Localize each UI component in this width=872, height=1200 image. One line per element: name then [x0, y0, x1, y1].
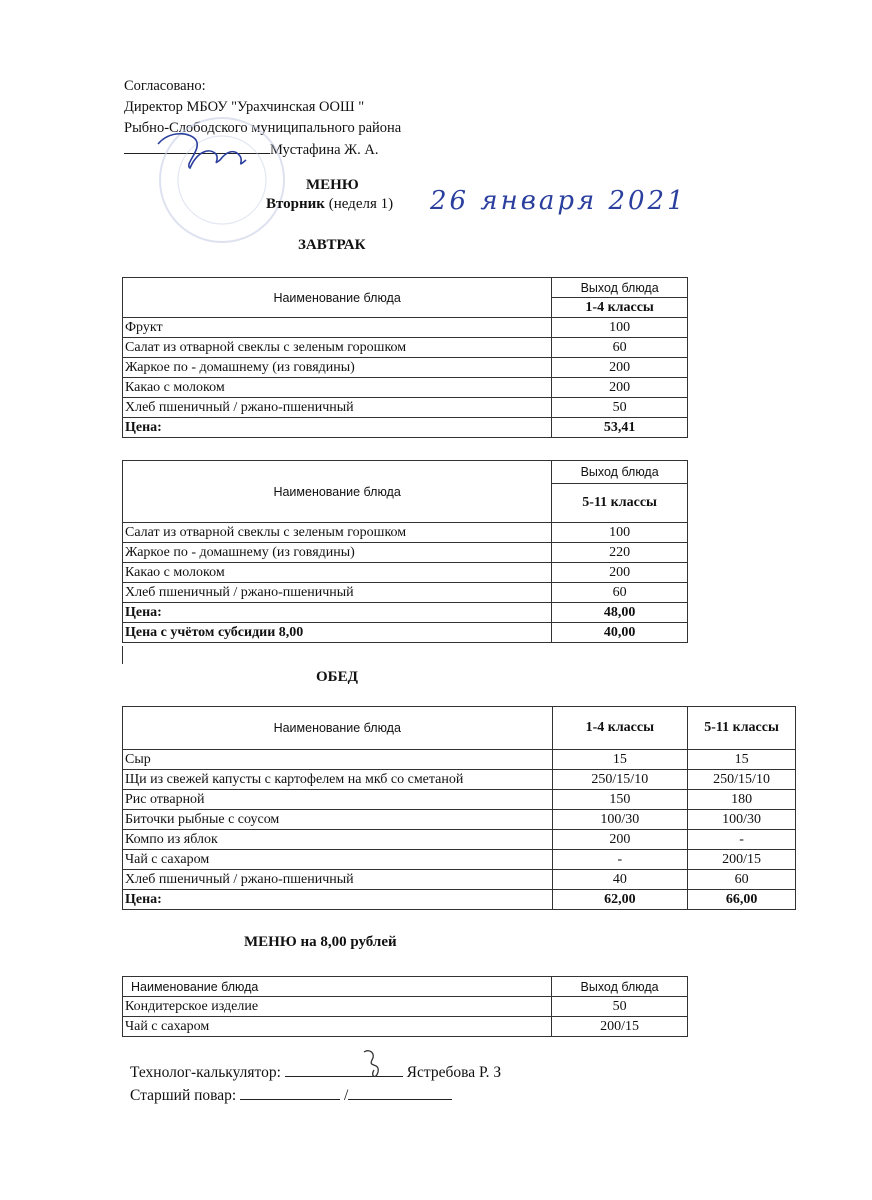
dish-name: Хлеб пшеничный / ржано-пшеничный: [123, 398, 552, 418]
dish-output: 200: [552, 358, 688, 378]
price-label: Цена:: [123, 603, 552, 623]
dish-name: Чай с сахаром: [123, 850, 553, 870]
price-row: [123, 603, 688, 623]
dish-name: Кондитерское изделие: [123, 997, 552, 1017]
table-row: [123, 1017, 688, 1037]
dish-output: 100: [552, 318, 688, 338]
price-row: [123, 890, 796, 910]
table-row: [123, 378, 688, 398]
table-row: [123, 750, 796, 770]
col-header-1-4: 1-4 классы: [552, 707, 688, 750]
menu-day-line: [266, 196, 393, 213]
dish-name: Хлеб пшеничный / ржано-пшеничный: [123, 583, 552, 603]
table-row: [123, 543, 688, 563]
col-header-dish: Наименование блюда: [123, 278, 552, 318]
price-value: 48,00: [552, 603, 688, 623]
table-edge-line: [122, 646, 123, 664]
breakfast-table-5-11: [122, 460, 688, 643]
dish-output: 60: [552, 338, 688, 358]
subsidy-label: Цена с учётом субсидии 8,00: [123, 623, 552, 643]
chef-name-underline: [348, 1085, 452, 1100]
dish-output-5-11: 250/15/10: [688, 770, 796, 790]
subsidy-row: [123, 623, 688, 643]
director-signature: [158, 134, 246, 168]
chef-line: [130, 1085, 452, 1105]
dish-name: Какао с молоком: [123, 563, 552, 583]
dish-output-1-4: 15: [552, 750, 688, 770]
table-row: [123, 810, 796, 830]
dish-name: Компо из яблок: [123, 830, 553, 850]
subsidy-value: 40,00: [552, 623, 688, 643]
table-row: [123, 583, 688, 603]
table-row: [123, 358, 688, 378]
dish-output: 50: [552, 398, 688, 418]
table-row: [123, 523, 688, 543]
breakfast-table-1-4: [122, 277, 688, 438]
dish-output: 200/15: [552, 1017, 688, 1037]
chef-separator: /: [343, 1087, 349, 1104]
stamp-and-signature: [150, 110, 300, 250]
technologist-signature: [356, 1046, 396, 1082]
dish-output-1-4: 100/30: [552, 810, 688, 830]
dish-name: Жаркое по - домашнему (из говядины): [123, 358, 552, 378]
breakfast-title: ЗАВТРАК: [298, 237, 366, 253]
table-row: [123, 318, 688, 338]
dish-output-5-11: 200/15: [688, 850, 796, 870]
dish-output-5-11: -: [688, 830, 796, 850]
table-row: [123, 338, 688, 358]
col-header-output: Выход блюда: [552, 977, 688, 997]
chef-label: Старший повар:: [130, 1087, 237, 1104]
lunch-table: [122, 706, 796, 910]
stamp-inner-circle: [178, 136, 266, 224]
col-header-group: 5-11 классы: [552, 484, 688, 523]
dish-output: 200: [552, 563, 688, 583]
menu-title: МЕНЮ: [306, 177, 359, 193]
dish-name: Сыр: [123, 750, 553, 770]
price-row: [123, 418, 688, 438]
table-row: [123, 790, 796, 810]
dish-output-1-4: -: [552, 850, 688, 870]
dish-output-1-4: 250/15/10: [552, 770, 688, 790]
dish-name: Чай с сахаром: [123, 1017, 552, 1037]
dish-output-5-11: 180: [688, 790, 796, 810]
price-value: 53,41: [552, 418, 688, 438]
lunch-title: ОБЕД: [316, 669, 358, 685]
dish-name: Фрукт: [123, 318, 552, 338]
dish-name: Салат из отварной свеклы с зеленым горошком: [123, 523, 552, 543]
approval-district: Рыбно-Слободского муниципального района: [124, 120, 402, 136]
table-row: [123, 997, 688, 1017]
technologist-name: Ястребова Р. З: [406, 1064, 502, 1081]
price-value-1-4: 62,00: [552, 890, 688, 910]
dish-output: 220: [552, 543, 688, 563]
dish-output-1-4: 40: [552, 870, 688, 890]
col-header-group: 1-4 классы: [552, 298, 688, 318]
price-label: Цена:: [123, 890, 553, 910]
technologist-label: Технолог-калькулятор:: [130, 1064, 281, 1081]
col-header-dish: Наименование блюда: [123, 977, 552, 997]
table-row: [123, 870, 796, 890]
dish-name: Жаркое по - домашнему (из говядины): [123, 543, 552, 563]
menu-day: Вторник: [266, 196, 325, 212]
dish-name: Хлеб пшеничный / ржано-пшеничный: [123, 870, 553, 890]
stamp-circle: [160, 118, 284, 242]
dish-output-5-11: 60: [688, 870, 796, 890]
price-label: Цена:: [123, 418, 552, 438]
technologist-line: [130, 1062, 501, 1082]
table-row: [123, 770, 796, 790]
approval-director: Директор МБОУ "Урахчинская ООШ ": [124, 99, 365, 115]
dish-output-1-4: 200: [552, 830, 688, 850]
dish-name: Рис отварной: [123, 790, 553, 810]
dish-output: 50: [552, 997, 688, 1017]
col-header-output: Выход блюда: [552, 278, 688, 298]
dish-output-5-11: 15: [688, 750, 796, 770]
col-header-output: Выход блюда: [552, 461, 688, 484]
menu-week: (неделя 1): [328, 196, 394, 212]
dish-output: 200: [552, 378, 688, 398]
dish-name: Щи из свежей капусты с картофелем на мкб со сметаной: [123, 770, 553, 790]
dish-name: Салат из отварной свеклы с зеленым горошком: [123, 338, 552, 358]
dish-output-1-4: 150: [552, 790, 688, 810]
chef-signature-underline: [240, 1085, 340, 1100]
menu8-title: МЕНЮ на 8,00 рублей: [244, 934, 397, 950]
col-header-dish: Наименование блюда: [123, 461, 552, 523]
col-header-dish: Наименование блюда: [123, 707, 553, 750]
dish-output-5-11: 100/30: [688, 810, 796, 830]
dish-output: 60: [552, 583, 688, 603]
dish-name: Биточки рыбные с соусом: [123, 810, 553, 830]
table-row: [123, 563, 688, 583]
table-row: [123, 398, 688, 418]
table-row: [123, 850, 796, 870]
approval-label: Согласовано:: [124, 78, 206, 94]
approval-signer: Мустафина Ж. А.: [270, 142, 379, 158]
col-header-5-11: 5-11 классы: [688, 707, 796, 750]
price-value-5-11: 66,00: [688, 890, 796, 910]
menu8-table: [122, 976, 688, 1037]
handwritten-date: 26 января 2021: [430, 186, 687, 216]
dish-output: 100: [552, 523, 688, 543]
dish-name: Какао с молоком: [123, 378, 552, 398]
table-row: [123, 830, 796, 850]
